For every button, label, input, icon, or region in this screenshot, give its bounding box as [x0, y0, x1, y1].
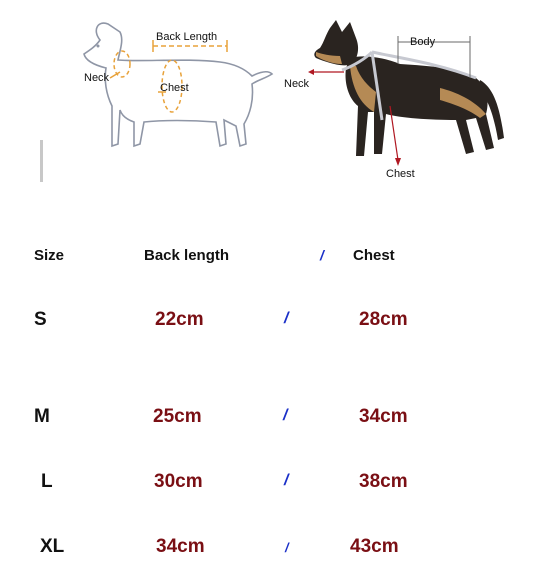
header-size: Size: [34, 247, 65, 264]
row-l-back-length: 30cm: [154, 471, 203, 492]
row-l-separator: /: [284, 472, 289, 489]
german-shepherd-drawing: [290, 8, 520, 188]
row-xl-chest: 43cm: [350, 536, 399, 557]
row-m-separator: /: [283, 407, 288, 424]
german-shepherd-diagram: [284, 8, 520, 188]
row-m-chest: 34cm: [359, 406, 408, 427]
row-s-separator: /: [284, 310, 289, 327]
back-length-label: Back Length: [156, 31, 218, 43]
row-l-chest: 38cm: [359, 471, 408, 492]
dog-outline-diagram: [40, 10, 280, 190]
body-label: Body: [410, 36, 436, 48]
chest-label-right: Chest: [386, 168, 415, 180]
neck-label: Neck: [84, 72, 110, 84]
header-separator: /: [320, 247, 324, 263]
row-size-s: S: [34, 309, 47, 330]
row-size-xl: XL: [40, 536, 65, 557]
row-size-l: L: [41, 471, 53, 492]
row-s-chest: 28cm: [359, 309, 408, 330]
neck-label-right: Neck: [284, 78, 310, 90]
header-chest: Chest: [353, 247, 395, 264]
row-m-back-length: 25cm: [153, 406, 202, 427]
header-back-length: Back length: [144, 247, 230, 264]
row-xl-back-length: 34cm: [156, 536, 205, 557]
row-size-m: M: [34, 406, 50, 427]
row-xl-separator: /: [285, 540, 289, 555]
row-s-back-length: 22cm: [155, 309, 204, 330]
chest-label: Chest: [160, 82, 189, 94]
